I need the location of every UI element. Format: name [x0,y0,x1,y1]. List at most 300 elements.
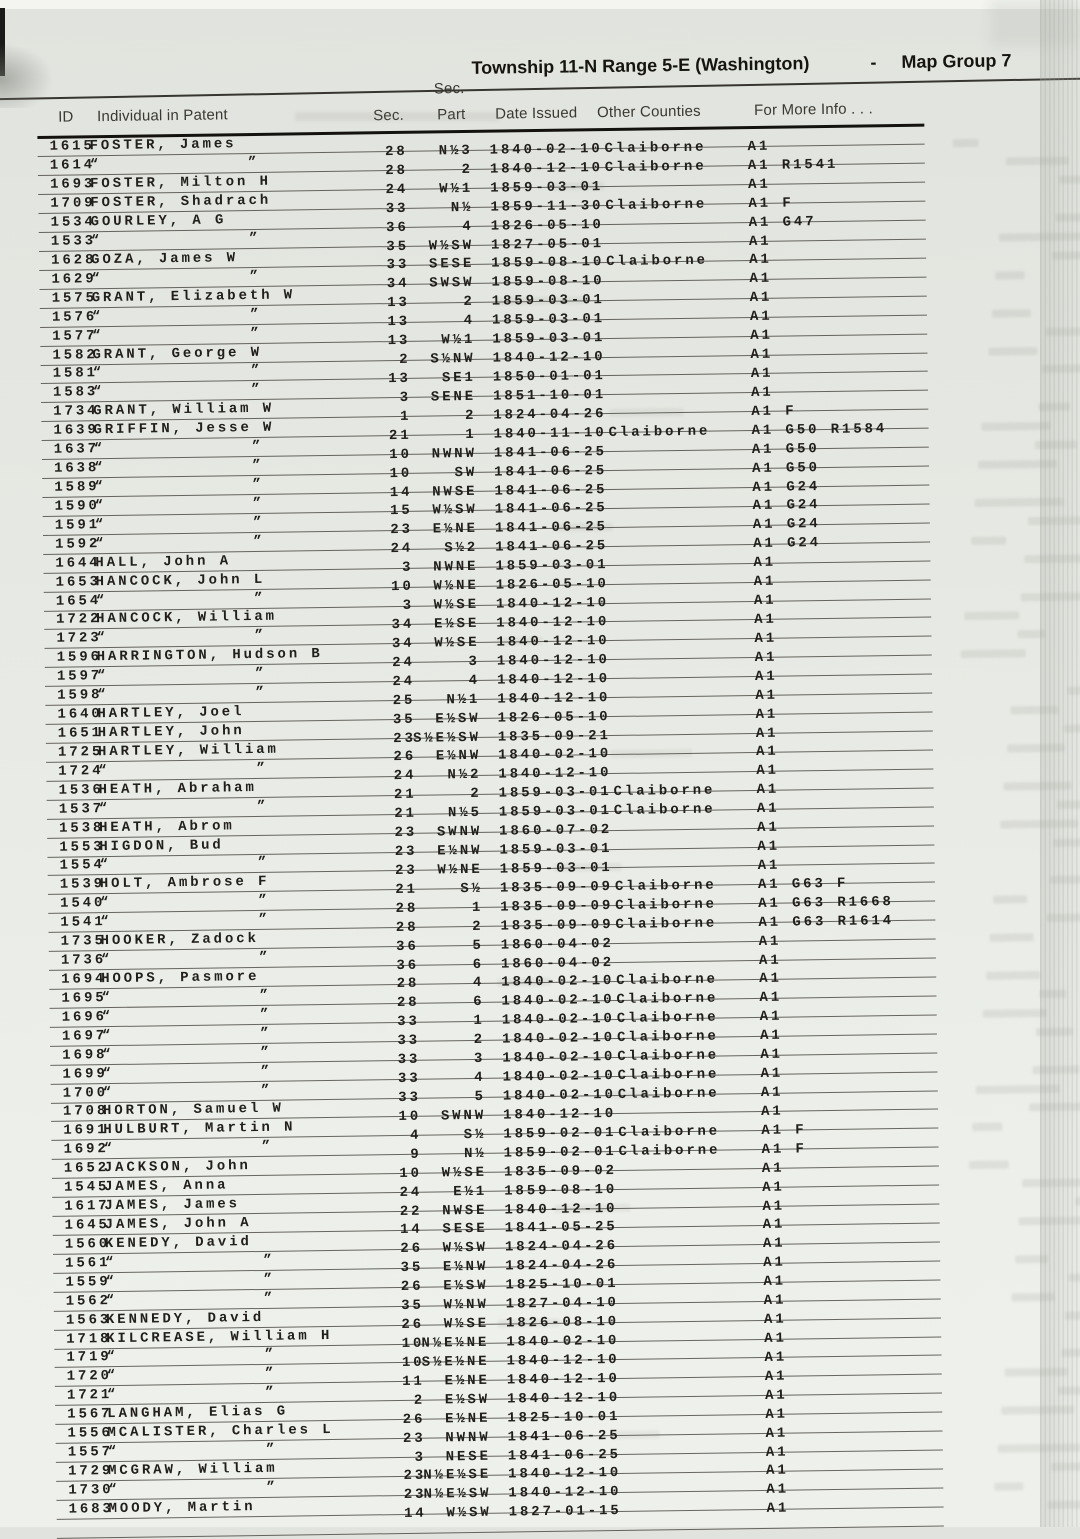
more-info: A1 [764,1330,787,1347]
patentee-name: “ ” [93,439,264,458]
bleed-through-smudge [1058,1387,1080,1396]
bleed-through-smudge [609,408,683,417]
patent-id: 1617 [64,1198,110,1215]
date-issued: 1835-09-09 [500,897,614,916]
bleed-through-smudge [1036,1027,1073,1036]
bleed-through-smudge [998,1444,1080,1453]
patent-id: 1533 [50,233,97,250]
section: 13 [387,295,410,312]
section-part: W½SW [432,502,478,519]
patentee-name: HIGDON, Bud [99,836,224,855]
patent-id: 1719 [66,1349,112,1367]
more-info: A1 [760,1046,784,1064]
more-info: A1 [749,290,773,307]
date-issued: 1840-12-10 [496,614,610,632]
column-header-sec-part-line1: Sec. [433,80,465,98]
date-issued: 1835-09-21 [497,727,611,746]
column-header-other-counties: Other Counties [596,102,701,122]
patentee-name: “ ” [91,306,262,325]
patent-id: 1654 [55,592,102,610]
more-info: A1 [759,1008,783,1026]
more-info: A1 [760,1084,784,1101]
patent-id: 1536 [58,781,104,799]
more-info: A1 [762,1217,786,1234]
patent-id: 1652 [63,1160,110,1177]
section: 23 [394,843,418,861]
bleed-through-smudge [1045,327,1080,336]
patent-id: 1592 [54,535,101,553]
patent-id: 1700 [62,1084,109,1102]
patentee-name: KENEDY, David [104,1233,252,1253]
section-part: N½5 [447,805,482,822]
date-issued: 1840-12-10 [506,1370,620,1389]
more-info: A1 [762,1179,785,1196]
section: 21 [388,427,412,444]
more-info: A1 [764,1387,788,1404]
bleed-through-smudge [1021,592,1080,601]
section: 23 [403,1468,427,1485]
patent-id: 1561 [65,1254,111,1272]
page-title-separator: - [870,52,877,73]
section: 26 [402,1411,426,1428]
bleed-through-smudge [983,1009,1047,1018]
section: 35 [386,238,410,255]
section-part: W½NE [437,861,483,879]
patent-id: 1577 [52,327,98,345]
patent-id: 1691 [63,1122,109,1140]
patentee-name: “ ” [101,987,272,1007]
bleed-through-smudge [1053,838,1080,847]
section-part: 3 [473,1050,486,1068]
more-info: A1 G63 F [757,875,849,893]
date-issued: 1859-08-10 [504,1181,618,1200]
date-issued: 1859-03-01 [499,841,613,859]
other-counties: Claiborne [616,990,719,1009]
patent-id: 1644 [55,554,101,572]
patent-id: 1695 [61,990,107,1007]
bleed-through-smudge [976,1084,1060,1093]
section-part: N½E½SW [423,1486,492,1504]
patent-id: 1698 [62,1046,108,1064]
patent-table [37,126,943,1538]
more-info: A1 [761,1160,785,1177]
patent-id: 1692 [63,1141,109,1158]
patentee-name: “ ” [99,855,270,874]
section: 26 [401,1316,425,1334]
section-part: W½SE [443,1315,490,1333]
patentee-name: HALL, John A [95,553,232,571]
more-info: A1 [763,1311,787,1329]
date-issued: 1824-04-26 [504,1238,619,1256]
date-issued: 1859-03-01 [490,178,604,197]
section: 24 [385,181,409,198]
column-header-date-issued: Date Issued [495,104,578,123]
more-info: A1 G50 [751,440,820,458]
section: 28 [395,900,419,917]
other-counties: Claiborne [606,253,709,271]
section-part: N½E½NE [421,1334,490,1352]
patent-id: 1567 [67,1406,113,1423]
patent-id: 1597 [56,668,103,685]
section-part: SWSW [429,275,475,292]
more-info: A1 [758,933,782,950]
section: 23 [394,824,418,842]
patent-id: 1628 [51,252,97,269]
patent-id: 1638 [53,460,100,477]
patentee-name: “ ” [91,268,262,288]
section-part: SENE [430,388,477,406]
patent-id: 1540 [60,895,106,913]
date-issued: 1840-02-10 [501,992,615,1010]
more-info: A1 [750,327,773,345]
section: 23 [402,1430,426,1447]
bleed-through-smudge [995,271,1024,279]
patent-id: 1559 [65,1273,111,1291]
section-part: 4 [472,975,485,992]
date-issued: 1826-05-10 [497,708,611,727]
date-issued: 1859-03-01 [499,859,613,878]
more-info: A1 [763,1254,786,1272]
patent-id: 1539 [59,876,106,894]
section-part: 2 [472,918,484,935]
date-issued: 1841-06-25 [494,462,608,481]
more-info: A1 [753,554,777,572]
date-issued: 1824-04-26 [493,405,607,424]
date-issued: 1840-12-10 [506,1389,621,1408]
patentee-name: HOLT, Ambrose F [99,874,270,893]
section-part: N½1 [446,691,481,708]
section: 28 [395,919,419,936]
other-counties: Claiborne [617,1066,720,1085]
bleed-through-smudge [978,460,1057,469]
patentee-name: “ ” [106,1385,277,1404]
bleed-through-smudge [1010,706,1058,715]
section: 24 [392,673,416,690]
section: 33 [397,1014,420,1031]
more-info: A1 [748,176,771,193]
section-part: S½ [463,1126,487,1143]
patent-id: 1722 [56,611,102,629]
patentee-name: “ ” [96,666,267,685]
patent-id: 1545 [63,1179,110,1196]
section-part: N½2 [447,767,482,784]
section: 23 [403,1487,427,1504]
bleed-through-smudge [1051,1462,1080,1471]
section-part: 5 [472,937,484,954]
section: 10 [389,465,413,482]
date-issued: 1860-04-02 [500,935,614,954]
patentee-name: MOODY, Martin [108,1498,256,1517]
more-info: A1 [755,744,779,761]
patentee-name: JACKSON, John [103,1158,251,1177]
patentee-name: KENNEDY, David [105,1309,265,1328]
more-info: A1 F [751,403,797,420]
more-info: A1 F [748,195,794,212]
more-info: A1 G24 [752,497,821,515]
section: 35 [392,711,416,728]
section-part: W½SE [434,634,480,652]
patentee-name: LANGHAM, Elias G [107,1403,289,1423]
other-counties: Claiborne [615,915,718,933]
section-part: W½SW [442,1240,489,1257]
patentee-name: HOOKER, Zadock [100,931,259,950]
more-info: A1 [757,819,780,837]
more-info: A1 [765,1406,789,1423]
patent-id: 1683 [68,1500,114,1518]
bleed-through-smudge [1032,1065,1079,1074]
date-issued: 1840-02-10 [502,1087,616,1105]
section: 33 [397,1032,421,1050]
bleed-through-smudge [964,612,1019,621]
section-part: 2 [470,786,482,803]
more-info: A1 [754,668,778,685]
section: 35 [401,1297,424,1315]
more-info: A1 [760,1065,784,1083]
patent-id: 1614 [49,157,96,175]
date-issued: 1860-07-02 [499,822,613,840]
more-info: A1 G63 R1668 [758,893,894,912]
more-info: A1 G24 [752,516,821,534]
patent-id: 1582 [52,346,98,364]
section-part: 5 [474,1088,486,1105]
patentee-name: GOURLEY, A G [90,212,227,231]
patentee-name: “ ” [103,1139,274,1158]
patent-id: 1537 [58,800,105,818]
more-info: A1 [756,781,780,799]
section: 26 [400,1241,424,1258]
section: 1 [399,408,412,425]
bleed-through-smudge [1000,819,1078,828]
section-part: E½1 [453,1183,488,1200]
bleed-through-smudge [990,933,1034,942]
patentee-name: HOOPS, Pasmore [101,968,260,988]
patentee-name: “ ” [105,1271,276,1290]
patent-id: 1725 [57,744,104,761]
date-issued: 1840-12-10 [495,595,610,613]
other-counties: Claiborne [618,1123,721,1141]
column-header-sec: Sec. [373,106,405,125]
section: 10 [391,578,414,596]
patentee-name: HARTLEY, Joel [97,704,245,723]
section: 34 [391,635,415,652]
date-issued: 1841-06-25 [494,481,608,500]
section-part: NWNW [431,445,477,463]
bleed-through-smudge [1012,1293,1055,1302]
section: 4 [409,1127,422,1144]
patent-id: 1615 [49,138,95,156]
section-part: W½1 [441,332,476,349]
date-issued: 1840-12-10 [508,1465,622,1483]
bleed-through-smudge [953,139,979,147]
patentee-name: “ ” [94,495,265,515]
patentee-name: “ ” [94,476,264,496]
bleed-through-smudge [1007,744,1065,753]
patentee-name: HORTON, Samuel W [102,1101,284,1120]
date-issued: 1859-02-01 [503,1124,617,1143]
date-issued: 1859-03-01 [491,311,606,329]
patentee-name: “ ” [106,1347,277,1366]
date-issued: 1859-03-01 [498,803,612,821]
section: 13 [388,370,411,388]
more-info: A1 [757,838,781,856]
patent-id: 1651 [57,725,104,742]
patentee-name: “ ” [101,1006,272,1025]
patent-id: 1581 [52,365,99,383]
date-issued: 1827-05-01 [490,235,605,254]
patentee-name: “ ” [100,949,271,969]
patentee-name: “ ” [105,1290,276,1309]
section: 15 [389,503,413,520]
section: 25 [392,692,416,709]
date-issued: 1859-03-01 [492,330,606,348]
section-part: 1 [465,426,477,443]
patentee-name: GRANT, Elizabeth W [91,287,296,307]
patentee-name: “ ” [101,1025,272,1044]
date-issued: 1840-12-10 [496,670,611,689]
patentee-name: HEATH, Abrom [98,817,235,836]
section: 23 [393,730,416,747]
section-part: 3 [468,653,480,670]
more-info: A1 [755,706,779,723]
patentee-name: “ ” [100,912,271,931]
section: 24 [399,1184,423,1201]
more-info: A1 [749,252,772,269]
bleed-through-smudge [993,896,1027,904]
date-issued: 1826-05-10 [490,216,604,235]
more-info: A1 [748,233,772,250]
date-issued: 1827-04-10 [505,1295,619,1313]
patentee-name: “ ” [92,382,263,401]
section: 21 [395,881,419,898]
patentee-name: “ ” [92,325,262,344]
section-part: W½SE [433,596,480,614]
section: 3 [402,597,415,614]
patentee-name: JAMES, James [104,1196,241,1215]
date-issued: 1835-09-02 [503,1162,618,1181]
bleed-through-smudge [986,971,1040,980]
patent-id: 1724 [58,762,104,780]
patentee-name: “ ” [96,628,267,647]
more-info: A1 [750,365,774,383]
section-part: N½ [463,1145,487,1162]
section: 3 [399,389,412,406]
section: 35 [400,1260,424,1277]
more-info: A1 F [761,1141,807,1158]
date-issued: 1841-06-25 [494,500,608,519]
date-issued: 1840-12-10 [502,1105,617,1124]
bleed-through-smudge [1048,1500,1080,1509]
section-part: NWNE [433,559,479,576]
bleed-through-smudge [1029,1103,1080,1112]
patent-id: 1554 [59,857,105,875]
date-issued: 1841-06-25 [507,1427,621,1446]
date-issued: 1840-02-10 [502,1049,616,1067]
patentee-name: FOSTER, Shadrach [90,192,272,212]
section-part: S½2 [444,540,479,557]
patent-id: 1640 [57,706,103,723]
patentee-name: “ ” [94,533,265,552]
section-part: S½ [460,880,484,898]
patent-id: 1709 [50,195,96,212]
more-info: A1 [755,725,779,742]
bleed-through-smudge [1075,1197,1080,1206]
section: 33 [397,1051,421,1069]
patentee-name: “ ” [94,514,265,534]
bleed-through-smudge [1035,441,1077,450]
section: 21 [394,805,418,823]
more-info: A1 [763,1273,787,1291]
patent-id: 1562 [65,1292,111,1310]
patentee-name: “ ” [98,798,269,817]
more-info: A1 G50 [751,459,821,477]
date-issued: 1835-09-09 [500,916,614,935]
date-issued: 1840-12-10 [506,1351,620,1370]
more-info: A1 G63 R1614 [758,912,895,931]
section-part: 4 [462,218,474,235]
patentee-name: JAMES, John A [104,1215,252,1234]
more-info: A1 G47 [748,213,817,231]
section-part: SESE [442,1221,488,1238]
bleed-through-smudge [1022,1178,1080,1187]
section-part: NESE [445,1448,491,1465]
patentee-name: “ ” [99,893,270,912]
date-issued: 1851-10-01 [492,386,607,405]
date-issued: 1840-11-10 [493,424,607,443]
section-part: 2 [464,407,477,424]
patent-id: 1563 [65,1311,112,1329]
patent-id: 1720 [66,1368,113,1386]
patent-id: 1541 [60,914,106,931]
section-part: 4 [463,313,476,330]
more-info: A1 [754,630,778,647]
bleed-through-smudge [1039,990,1066,998]
column-header-id: ID [58,108,74,126]
date-issued: 1859-08-10 [491,254,605,273]
bleed-through-smudge [969,1161,1009,1170]
section: 10 [399,1165,423,1182]
date-issued: 1841-06-25 [494,519,609,537]
patentee-name: GRANT, William W [93,401,275,420]
patent-id: 1575 [51,289,97,307]
patentee-name: “ ” [108,1479,278,1498]
bleed-through-smudge [1038,403,1070,411]
patent-id: 1708 [62,1103,109,1121]
date-issued: 1840-12-10 [496,632,610,651]
other-counties: Claiborne [617,1047,720,1066]
section-part: E½SW [444,1391,491,1409]
section-part: N½3 [438,142,473,160]
patent-id: 1729 [67,1463,114,1480]
patent-id: 1697 [61,1027,108,1045]
more-info: A1 [749,271,773,288]
date-issued: 1841-06-25 [493,443,607,462]
page-title-map-group: Map Group 7 [901,50,1012,72]
section-part: 2 [473,1032,486,1049]
section-part: 6 [472,956,485,973]
section: 10 [401,1354,425,1371]
date-issued: 1840-02-10 [506,1332,620,1351]
patentee-name: HARTLEY, John [97,723,245,742]
column-header-for-more-info: For More Info . . . [753,100,874,119]
patent-id: 1557 [67,1444,114,1461]
patentee-name: “ ” [102,1044,272,1063]
patent-id: 1699 [62,1065,108,1083]
patentee-name: HULBURT, Martin N [103,1119,296,1139]
more-info: A1 [760,1103,784,1120]
section-part: 2 [463,294,475,311]
patentee-name: HARRINGTON, Hudson B [96,646,323,666]
bleed-through-smudge [971,536,1006,544]
